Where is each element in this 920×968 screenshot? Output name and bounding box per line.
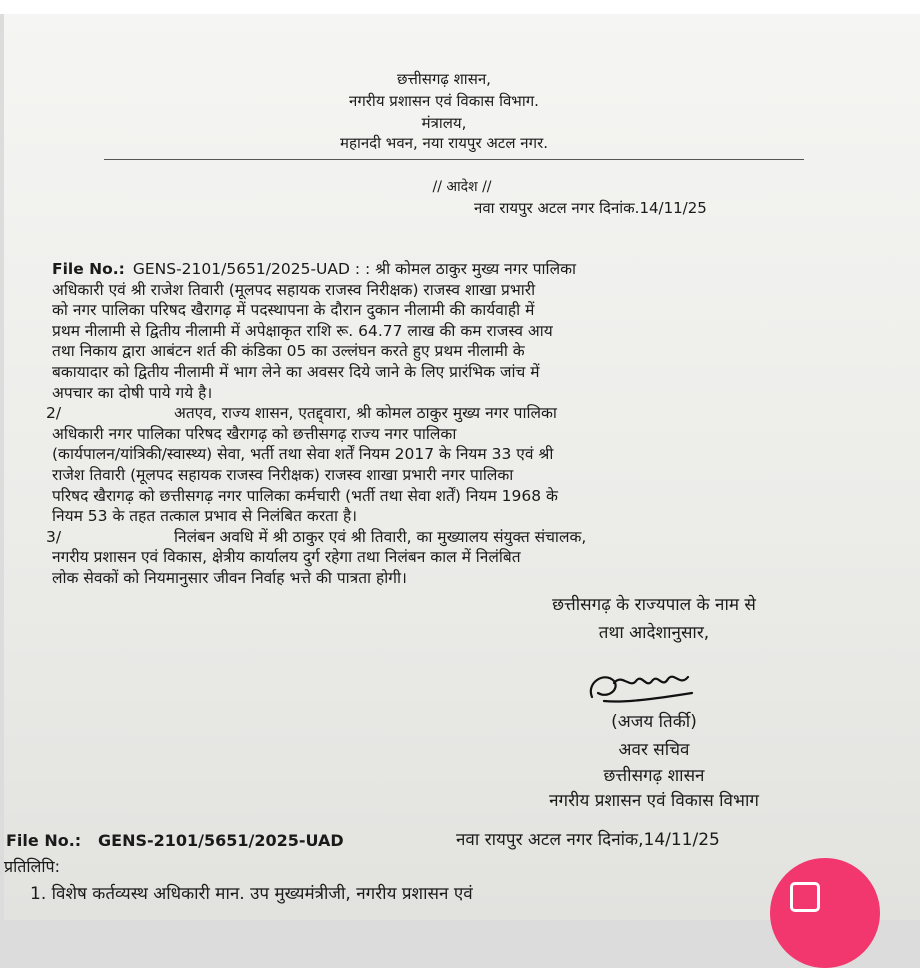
body-line [52,424,457,443]
body-line-label: 3/ [46,527,62,546]
closing-line-2: तथा आदेशानुसार, [598,623,710,643]
body-line-label: 2/ [46,404,62,423]
body-line [52,321,553,340]
body-line [52,468,513,484]
header-line-govt: छत्तीसगढ़ शासन, [397,70,491,88]
header-line-ministry: मंत्रालय, [421,114,467,132]
signatory-name: (अजय तिर्की) [611,712,697,732]
footer-file-number: GENS-2101/5651/2025-UAD [98,831,344,850]
body-line-text: बकायादार को द्वितीय नीलामी में भाग लेने का अवसर दिये जाने के लिए प्रारंभिक जांच में [52,363,540,381]
order-place-date: नवा रायपुर अटल नगर दिनांक.14/11/25 [474,199,707,217]
header-line-address: महानदी भवन, नया रायपुर अटल नगर. [340,134,548,152]
body-line [52,280,536,299]
body-line [52,509,357,525]
body-line-text: प्रथम नीलामी से द्वितीय नीलामी में अपेक्षाकृत राशि रू. 64.77 लाख की कम राजस्व आय [52,321,553,340]
body-line-text: अपचार का दोषी पाये गये है। [52,383,213,402]
body-line [52,571,407,587]
body-line-text: निलंबन अवधि में श्री ठाकुर एवं श्री तिवारी, का मुख्यालय संयुक्त संचालक, [174,527,587,546]
signatory-org-1: छत्तीसगढ़ शासन [603,766,705,786]
order-title: // आदेश // [432,179,492,195]
body-line-text: राजेश तिवारी (मूलपद सहायक राजस्व निरीक्षक) राजस्व शाखा प्रभारी नगर पालिका [52,466,514,484]
body-line [52,383,213,402]
body-line [52,262,576,278]
copy-line-1: 1. विशेष कर्तव्यस्थ अधिकारी मान. उप मुख्यमंत्रीजी, नगरीय प्रशासन एवं [30,884,473,904]
body-line-text: अतएव, राज्य शासन, एतद्द्वारा, श्री कोमल ठाकुर मुख्य नगर पालिका [174,404,557,423]
body-line [46,527,587,546]
footer-file-label: File No.: [6,831,82,850]
body-line-text: नियम 53 के तहत तत्काल प्रभाव से निलंबित करता है। [52,507,358,526]
header-divider [104,159,804,160]
body-line-text: अधिकारी नगर पालिका परिषद खैरागढ़ को छत्तीसगढ़ राज्य नगर पालिका [52,424,457,443]
footer-place-date: नवा रायपुर अटल नगर दिनांक,14/11/25 [456,830,720,850]
body-line [52,550,521,566]
body-line [52,447,553,463]
document-page [4,14,920,920]
body-line [46,406,557,422]
body-line-text: (कार्यपालन/यांत्रिकी/स्वास्थ्य) सेवा, भर्ती तथा सेवा शर्तें नियम 2017 के नियम 33 एवं श्री [52,445,554,464]
body-line [52,365,540,381]
body-line-text: को नगर पालिका परिषद खैरागढ़ में पदस्थापना के दौरान दुकान नीलामी की कार्यवाही में [52,301,535,320]
body-line-label: File No.: [52,260,125,278]
edit-icon [790,882,820,912]
header-line-dept: नगरीय प्रशासन एवं विकास विभाग. [349,92,539,110]
body-line-text: अधिकारी एवं श्री राजेश तिवारी (मूलपद सहायक राजस्व निरीक्षक) राजस्व शाखा प्रभारी [52,280,536,299]
body-line [52,486,558,505]
body-line-text: परिषद खैरागढ़ को छत्तीसगढ़ नगर पालिका कर्मचारी (भर्ती तथा सेवा शर्तें) नियम 1968 के [52,486,558,505]
body-line-text: GENS-2101/5651/2025-UAD : : श्री कोमल ठाकुर मुख्य नगर पालिका [132,260,576,278]
body-line-text: लोक सेवकों को नियमानुसार जीवन निर्वाह भत्ते की पात्रता होगी। [52,569,407,587]
body-line-text: नगरीय प्रशासन एवं विकास, क्षेत्रीय कार्यालय दुर्ग रहेगा तथा निलंबन काल में निलंबित [52,548,521,567]
body-line-text: तथा निकाय द्वारा आबंटन शर्त की कंडिका 05 का उल्लंघन करते हुए प्रथम नीलामी के [52,342,525,361]
closing-line-1: छत्तीसगढ़ के राज्यपाल के नाम से [552,595,756,615]
copy-label: प्रतिलिपि: [4,857,60,876]
photo-top-border [0,0,920,14]
signatory-designation: अवर सचिव [618,740,690,760]
floating-action-button[interactable] [770,858,880,968]
body-line [52,303,534,319]
signatory-org-2: नगरीय प्रशासन एवं विकास विभाग [549,791,759,811]
body-line [52,344,525,360]
signature [584,659,704,709]
